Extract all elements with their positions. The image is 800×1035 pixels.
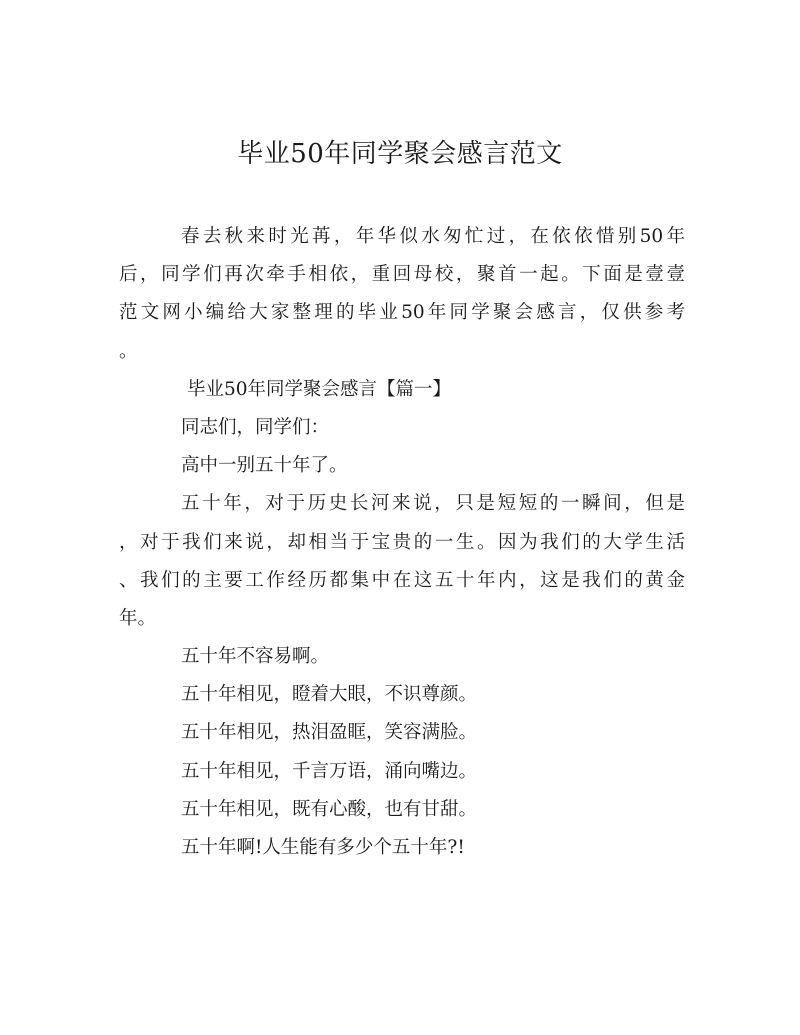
paragraph-line-1: 五十年，对于历史长河来说，只是短短的一瞬间，但是 bbox=[181, 493, 685, 515]
paragraph-line-2: ，对于我们来说，却相当于宝贵的一生。因为我们的大学生活 bbox=[119, 531, 685, 553]
short-line-1: 五十年不容易啊。 bbox=[181, 646, 330, 668]
greeting-line: 同志们，同学们： bbox=[181, 416, 330, 438]
intro-line-1: 春去秋来时光苒，年华似水匆忙过，在依依惜别50年 bbox=[181, 226, 685, 247]
document-body bbox=[119, 218, 685, 867]
short-line-4: 五十年相见，千言万语，涌向嘴边。 bbox=[181, 760, 478, 782]
short-line-5: 五十年相见，既有心酸，也有甘甜。 bbox=[181, 798, 478, 820]
short-line-3: 五十年相见，热泪盈眶，笑容满脸。 bbox=[181, 722, 478, 744]
short-line-2: 五十年相见，瞪着大眼，不识尊颜。 bbox=[181, 684, 478, 706]
intro-line-2: 后，同学们再次牵手相依，重回母校，聚首一起。下面是壹壹 bbox=[119, 264, 685, 286]
intro-line-3: 范文网小编给大家整理的毕业50年同学聚会感言，仅供参考 bbox=[119, 302, 685, 324]
paragraph-line-3: 、我们的主要工作经历都集中在这五十年内，这是我们的黄金 bbox=[119, 569, 685, 591]
intro-line-4: 。 bbox=[119, 340, 138, 362]
section-heading: 毕业50年同学聚会感言【篇一】 bbox=[187, 378, 452, 400]
short-line-6: 五十年啊!人生能有多少个五十年?! bbox=[181, 837, 465, 858]
text-line: 高中一别五十年了。 bbox=[181, 455, 348, 477]
document-title: 毕业50年同学聚会感言范文 bbox=[237, 139, 563, 169]
paragraph-line-4: 年。 bbox=[119, 607, 157, 629]
